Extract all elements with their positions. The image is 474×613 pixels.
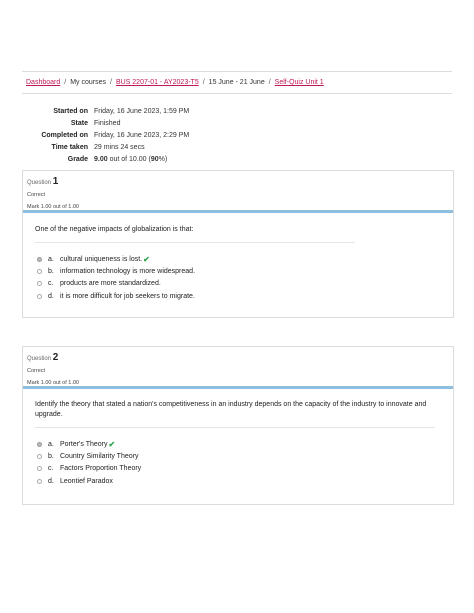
started-on-label: Started on xyxy=(53,107,88,115)
completed-on-label: Completed on xyxy=(41,131,88,139)
summary-grade-row xyxy=(26,153,189,165)
completed-on-value: Friday, 16 June 2023, 2:29 PM xyxy=(94,131,190,139)
question-card-2 xyxy=(22,346,454,505)
answer-letter: b. xyxy=(48,452,54,460)
breadcrumb-divider xyxy=(22,93,452,94)
answer-option[interactable] xyxy=(35,265,441,277)
question-number xyxy=(27,352,449,363)
question-label: Question xyxy=(27,180,52,186)
answer-option[interactable] xyxy=(35,463,441,475)
question-content xyxy=(23,213,453,308)
radio-button[interactable] xyxy=(37,257,42,262)
summary-time-row xyxy=(26,141,189,153)
question-number-value: 1 xyxy=(52,176,59,187)
summary-started-row xyxy=(26,105,189,117)
breadcrumb-dashboard-link[interactable]: Dashboard xyxy=(26,79,61,86)
radio-button[interactable] xyxy=(37,479,42,484)
started-on-value: Friday, 16 June 2023, 1:59 PM xyxy=(94,107,190,115)
question-text: One of the negative impacts of globalization is that: xyxy=(35,226,194,233)
correct-check-icon: ✔ xyxy=(143,254,150,264)
radio-button[interactable] xyxy=(37,294,42,299)
radio-button[interactable] xyxy=(37,466,42,471)
time-taken-value: 29 mins 24 secs xyxy=(94,143,145,151)
question-label: Question xyxy=(27,356,52,362)
grade-percent: 90 xyxy=(150,155,159,163)
breadcrumb: Dashboard / My courses / BUS 2207-01 - AY2023-T5 / 15 June - 21 June / Self-Quiz Unit 1 xyxy=(26,79,324,86)
question-separator xyxy=(35,242,355,243)
question-info xyxy=(23,347,453,386)
answer-letter: a. xyxy=(48,440,54,448)
answer-text: Porter's Theory xyxy=(60,440,108,448)
answer-text: information technology is more widespread. xyxy=(60,267,196,275)
answer-text: Country Similarity Theory xyxy=(60,452,139,460)
question-separator xyxy=(35,427,435,428)
question-number-value: 2 xyxy=(52,352,59,363)
state-label: State xyxy=(70,119,88,127)
answer-text: Leontief Paradox xyxy=(60,477,113,485)
answer-text: Factors Proportion Theory xyxy=(60,465,142,473)
answer-option[interactable] xyxy=(35,253,441,265)
summary-state-row xyxy=(26,117,189,129)
attempt-summary xyxy=(26,105,189,165)
radio-button[interactable] xyxy=(37,442,42,447)
radio-button[interactable] xyxy=(37,454,42,459)
radio-button[interactable] xyxy=(37,281,42,286)
answer-text: it is more difficult for job seekers to migrate. xyxy=(60,292,195,300)
state-value: Finished xyxy=(94,119,121,127)
answer-letter: d. xyxy=(48,477,54,485)
breadcrumb-course-link[interactable]: BUS 2207-01 - AY2023-T5 xyxy=(115,79,199,86)
grade-value xyxy=(94,156,167,163)
question-info xyxy=(23,171,453,210)
grade-percent-suffix: %) xyxy=(158,155,168,163)
breadcrumb-week: 15 June - 21 June xyxy=(208,79,265,86)
question-number xyxy=(27,176,449,187)
question-state: Correct xyxy=(27,192,46,198)
answer-option[interactable] xyxy=(35,290,441,302)
question-mark: Mark 1.00 out of 1.00 xyxy=(27,204,79,210)
answer-option[interactable] xyxy=(35,450,441,462)
question-card-1 xyxy=(22,170,454,318)
time-taken-label: Time taken xyxy=(51,143,88,151)
answer-list xyxy=(35,253,441,302)
answer-option[interactable] xyxy=(35,438,441,450)
answer-text: cultural uniqueness is lost. xyxy=(60,255,143,263)
answer-letter: d. xyxy=(48,292,54,300)
answer-letter: c. xyxy=(48,280,54,288)
radio-button[interactable] xyxy=(37,269,42,274)
answer-text: products are more standardized. xyxy=(60,280,161,288)
answer-option[interactable] xyxy=(35,475,441,487)
answer-letter: c. xyxy=(48,465,54,473)
answer-option[interactable] xyxy=(35,278,441,290)
question-mark: Mark 1.00 out of 1.00 xyxy=(27,380,79,386)
answer-list xyxy=(35,438,441,487)
question-text: Identify the theory that stated a nation's competitiveness in an industry depends on the capacity of the industry to innovate and upgrade. xyxy=(35,401,427,418)
answer-letter: a. xyxy=(48,255,54,263)
top-divider xyxy=(22,71,452,72)
question-content xyxy=(23,389,453,493)
breadcrumb-quiz-link[interactable]: Self-Quiz Unit 1 xyxy=(274,79,324,86)
breadcrumb-my-courses: My courses xyxy=(70,79,106,86)
correct-check-icon: ✔ xyxy=(108,439,116,449)
summary-completed-row xyxy=(26,129,189,141)
answer-letter: b. xyxy=(48,267,54,275)
question-state: Correct xyxy=(27,368,46,374)
grade-score: 9.00 xyxy=(94,155,108,163)
grade-out-of: out of 10.00 ( xyxy=(107,155,151,163)
grade-label: Grade xyxy=(67,155,88,163)
